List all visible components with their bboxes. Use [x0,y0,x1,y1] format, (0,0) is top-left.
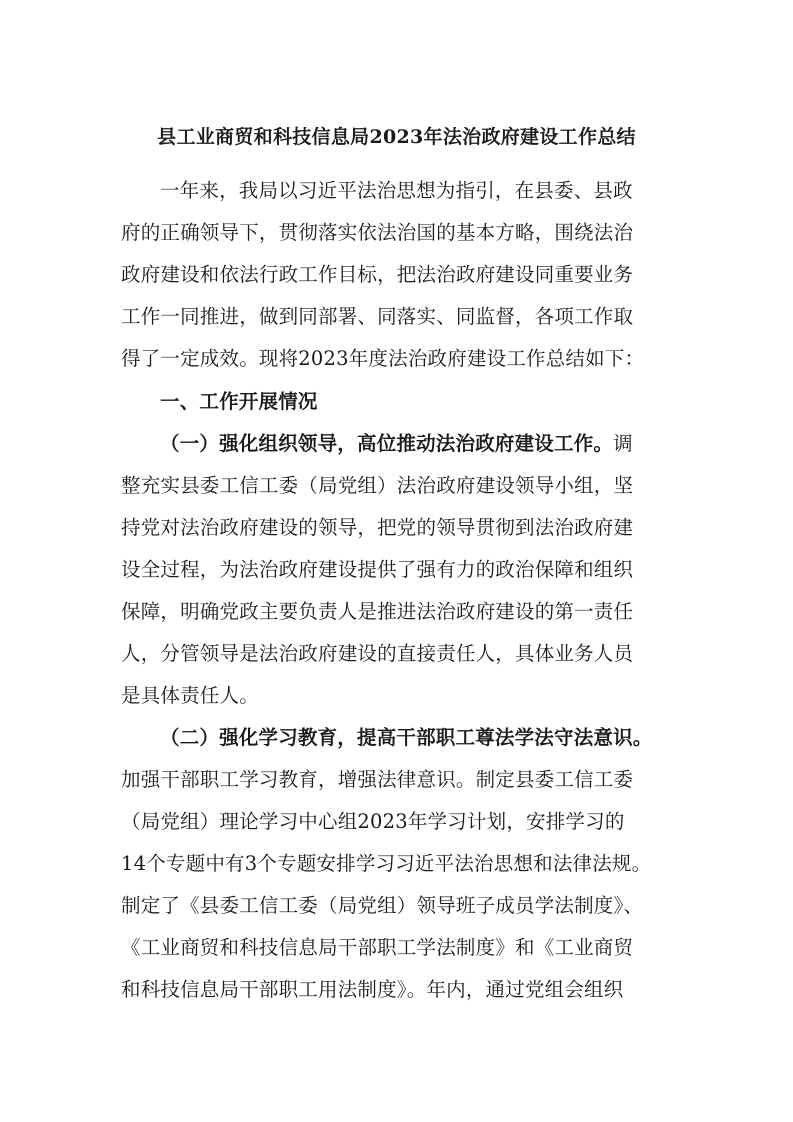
document-title: 县工业商贸和科技信息局2023年法治政府建设工作总结 [157,126,636,148]
paragraph-line: 《工业商贸和科技信息局干部职工学法制度》和《工业商贸 [121,936,634,959]
paragraph-line: 政府建设和依法行政工作目标，把法治政府建设同重要业务 [121,263,634,286]
paragraph-line: 府的正确领导下，贯彻落实依法治国的基本方略，围绕法治 [121,221,634,244]
paragraph-line: 得了一定成效。现将2023年度法治政府建设工作总结如下： [121,347,645,370]
paragraph-line: 保障，明确党政主要负责人是推进法治政府建设的第一责任 [121,600,634,623]
paragraph-line: 一年来，我局以习近平法治思想为指引，在县委、县政 [160,179,633,202]
subsection-heading: （一）强化组织领导，高位推动法治政府建设工作。 [160,432,614,455]
paragraph-text: 调 [613,432,633,455]
section-heading: 一、工作开展情况 [160,390,318,413]
paragraph-line: 整充实县委工信工委（局党组）法治政府建设领导小组，坚 [121,474,634,497]
paragraph-line: 和科技信息局干部职工用法制度》。年内，通过党组会组织 [121,978,624,1001]
paragraph-line: （局党组）理论学习中心组2023年学习计划，安排学习的 [121,810,625,833]
paragraph-line: 14个专题中有3个专题安排学习习近平法治思想和法律法规。 [121,852,652,875]
paragraph-line: 是具体责任人。 [121,684,259,707]
paragraph-line: 加强干部职工学习教育，增强法律意识。制定县委工信工委 [121,768,634,791]
paragraph-line: 人，分管领导是法治政府建设的直接责任人，具体业务人员 [121,642,634,665]
paragraph-line: 制定了《县委工信工委（局党组）领导班子成员学法制度》、 [121,894,644,917]
paragraph-line: 持党对法治政府建设的领导，把党的领导贯彻到法治政府建 [121,516,634,539]
paragraph-line: 工作一同推进，做到同部署、同落实、同监督，各项工作取 [121,305,634,328]
subsection-heading: （二）强化学习教育，提高干部职工尊法学法守法意识。 [160,726,653,749]
paragraph-line: 设全过程，为法治政府建设提供了强有力的政治保障和组织 [121,558,634,581]
subsection-heading-line [160,428,633,456]
